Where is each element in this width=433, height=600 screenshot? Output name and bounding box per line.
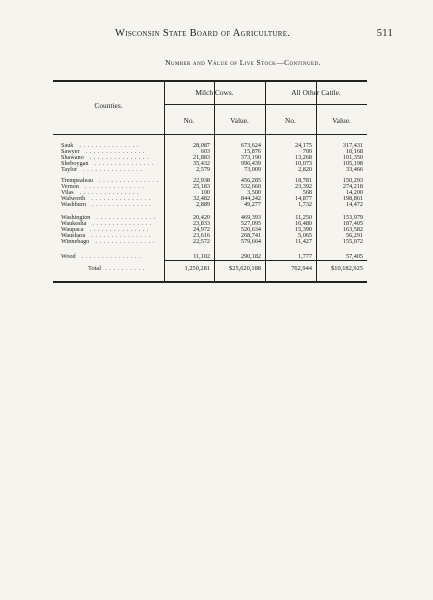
page-title: Wisconsin State Board of Agriculture. (115, 28, 291, 39)
cattle-value: 198,861 (342, 195, 363, 202)
cattle-number: 24,175 (294, 142, 312, 149)
cows-value: 3,500 (247, 189, 261, 196)
table-top-rule (53, 80, 367, 82)
county-name: Vernon (61, 183, 79, 190)
cattle-number: 18,781 (294, 177, 312, 184)
cows-value: 996,439 (240, 160, 261, 167)
cows-value: 579,664 (240, 238, 261, 245)
cows-value: 456,285 (240, 177, 261, 184)
county-name: Waushara (61, 232, 86, 239)
cows-value: 268,741 (240, 232, 261, 239)
leader-dots: . . . . . . . . . . . . . . . (87, 154, 150, 161)
header-bottom-rule (53, 134, 367, 135)
cows-number: 100 (200, 189, 210, 196)
cows-number: 603 (200, 148, 210, 155)
cows-value: 520,634 (240, 226, 261, 233)
cattle-number: 15,390 (294, 226, 312, 233)
cattle-value: 33,466 (345, 166, 363, 173)
county-name: Shawano (61, 154, 84, 161)
cattle-value: 10,168 (345, 148, 363, 155)
cows-number: 22,572 (192, 238, 210, 245)
cattle-value-header: Value. (332, 116, 351, 125)
cattle-value: 163,582 (342, 226, 363, 233)
county-name: Sauk (61, 142, 74, 149)
cows-value: 15,876 (243, 148, 261, 155)
cattle-value: 317,431 (342, 142, 363, 149)
leader-dots: . . . . . . . . . . . . . . . (89, 201, 152, 208)
leader-dots: . . . . . . . . . . . . . . . (77, 189, 140, 196)
cows-number: 2,579 (196, 166, 210, 173)
cattle-value: 153,979 (342, 214, 363, 221)
leader-dots: . . . . . . . . . . . . . . . (90, 220, 152, 227)
cows-number: 24,972 (192, 226, 210, 233)
cattle-value: 105,198 (342, 160, 363, 167)
county-name: Wood (61, 253, 76, 260)
cows-number: 23,616 (192, 232, 210, 239)
cattle-value: 274,218 (342, 183, 363, 190)
county-name: Taylor (61, 166, 78, 173)
cattle-value: 155,072 (342, 238, 363, 245)
county-name: Washburn (61, 201, 86, 208)
leader-dots: . . . . . . . . . . . . . . . (89, 232, 151, 239)
cows-number: 22,938 (192, 177, 210, 184)
cattle-number-header: No. (285, 116, 296, 125)
cows-number: 28,087 (192, 142, 210, 149)
cows-number: 20,420 (192, 214, 210, 221)
cattle-value: 56,291 (345, 232, 363, 239)
leader-dots: . . . . . . . . . . . . . . . (81, 166, 143, 173)
cattle-number: 1,777 (298, 253, 312, 260)
cattle-number: 11,427 (295, 238, 312, 245)
cattle-number: 1,732 (298, 201, 312, 208)
cattle-value: 14,200 (345, 189, 363, 196)
county-name: Walworth (61, 195, 86, 202)
cows-value: 373,190 (240, 154, 261, 161)
county-name: Trempealeau (61, 177, 94, 184)
cows-value: 73,009 (243, 166, 261, 173)
cows-value: 673,624 (240, 142, 261, 149)
leader-dots: . . . . . . . . . . . . . . . (97, 177, 159, 184)
cattle-number: 23,392 (294, 183, 312, 190)
cows-value-header: Value. (230, 116, 249, 125)
county-name: Waukesha (61, 220, 87, 227)
cows-number: 21,883 (192, 154, 210, 161)
cattle-number: 13,268 (294, 154, 312, 161)
cattle-number: 568 (302, 189, 312, 196)
leader-dots: . . . . . . . . . . . . . . . (82, 183, 145, 190)
cows-value: 469,393 (240, 214, 261, 221)
total-cows-number: 1,250,281 (184, 265, 210, 272)
leader-dots: . . . . . . . . . . . . . . . (94, 214, 156, 221)
cows-number: 2,889 (196, 201, 210, 208)
cattle-number: 11,250 (295, 214, 312, 221)
leader-dots: . . . . . . . . . . . . . . . (77, 142, 139, 149)
total-cows-value: $25,620,188 (229, 265, 261, 272)
cattle-number: 16,480 (294, 220, 312, 227)
total-cattle-number: 762,944 (291, 265, 312, 272)
total-cattle-value: $10,182,925 (331, 265, 363, 272)
cattle-number: 5,065 (298, 232, 312, 239)
cattle-value: 150,293 (342, 177, 363, 184)
cattle-number: 700 (302, 148, 312, 155)
cows-number: 11,102 (193, 253, 210, 260)
cows-value: 290,182 (240, 253, 261, 260)
county-name: Sawyer (61, 148, 80, 155)
county-name: Waupaca (61, 226, 84, 233)
cattle-number: 2,820 (298, 166, 312, 173)
total-label: Total (88, 265, 102, 272)
cattle-value: 187,405 (342, 220, 363, 227)
other-cattle-header: All Other Cattle. (291, 88, 341, 97)
cows-value: 532,660 (240, 183, 261, 190)
page-number: 511 (376, 28, 393, 39)
county-name: Sheboygan (61, 160, 89, 167)
cattle-value: 57,405 (345, 253, 363, 260)
leader-dots: . . . . . . . . . . . . . . . (92, 160, 154, 167)
milch-cows-header: Milch Cows. (195, 88, 234, 97)
counties-header: Counties. (94, 101, 123, 110)
cows-value: 49,277 (243, 201, 261, 208)
county-name: Washington (61, 214, 91, 221)
table-title: Number and Value of Live Stock—Continued. (165, 58, 321, 67)
cattle-number: 10,073 (294, 160, 312, 167)
leader-dots: . . . . . . . . . . (105, 265, 145, 272)
table-bottom-rule (53, 281, 367, 283)
leader-dots: . . . . . . . . . . . . . . . (93, 238, 155, 245)
county-name: Vilas (61, 189, 74, 196)
cows-number: 25,183 (192, 183, 210, 190)
cows-number: 35,432 (192, 160, 210, 167)
cattle-value: 14,472 (345, 201, 363, 208)
cows-number: 32,482 (192, 195, 210, 202)
leader-dots: . . . . . . . . . . . . . . . (89, 195, 151, 202)
cows-number-header: No. (183, 116, 195, 125)
leader-dots: . . . . . . . . . . . . . . . (87, 226, 149, 233)
county-name: Winnebago (61, 238, 90, 245)
cows-value: 527,095 (240, 220, 261, 227)
cows-number: 23,833 (192, 220, 210, 227)
cows-value: 844,242 (240, 195, 261, 202)
leader-dots: . . . . . . . . . . . . . . . (83, 148, 145, 155)
cattle-value: 101,350 (342, 154, 363, 161)
leader-dots: . . . . . . . . . . . . . . . (79, 253, 142, 260)
cattle-number: 14,877 (294, 195, 312, 202)
